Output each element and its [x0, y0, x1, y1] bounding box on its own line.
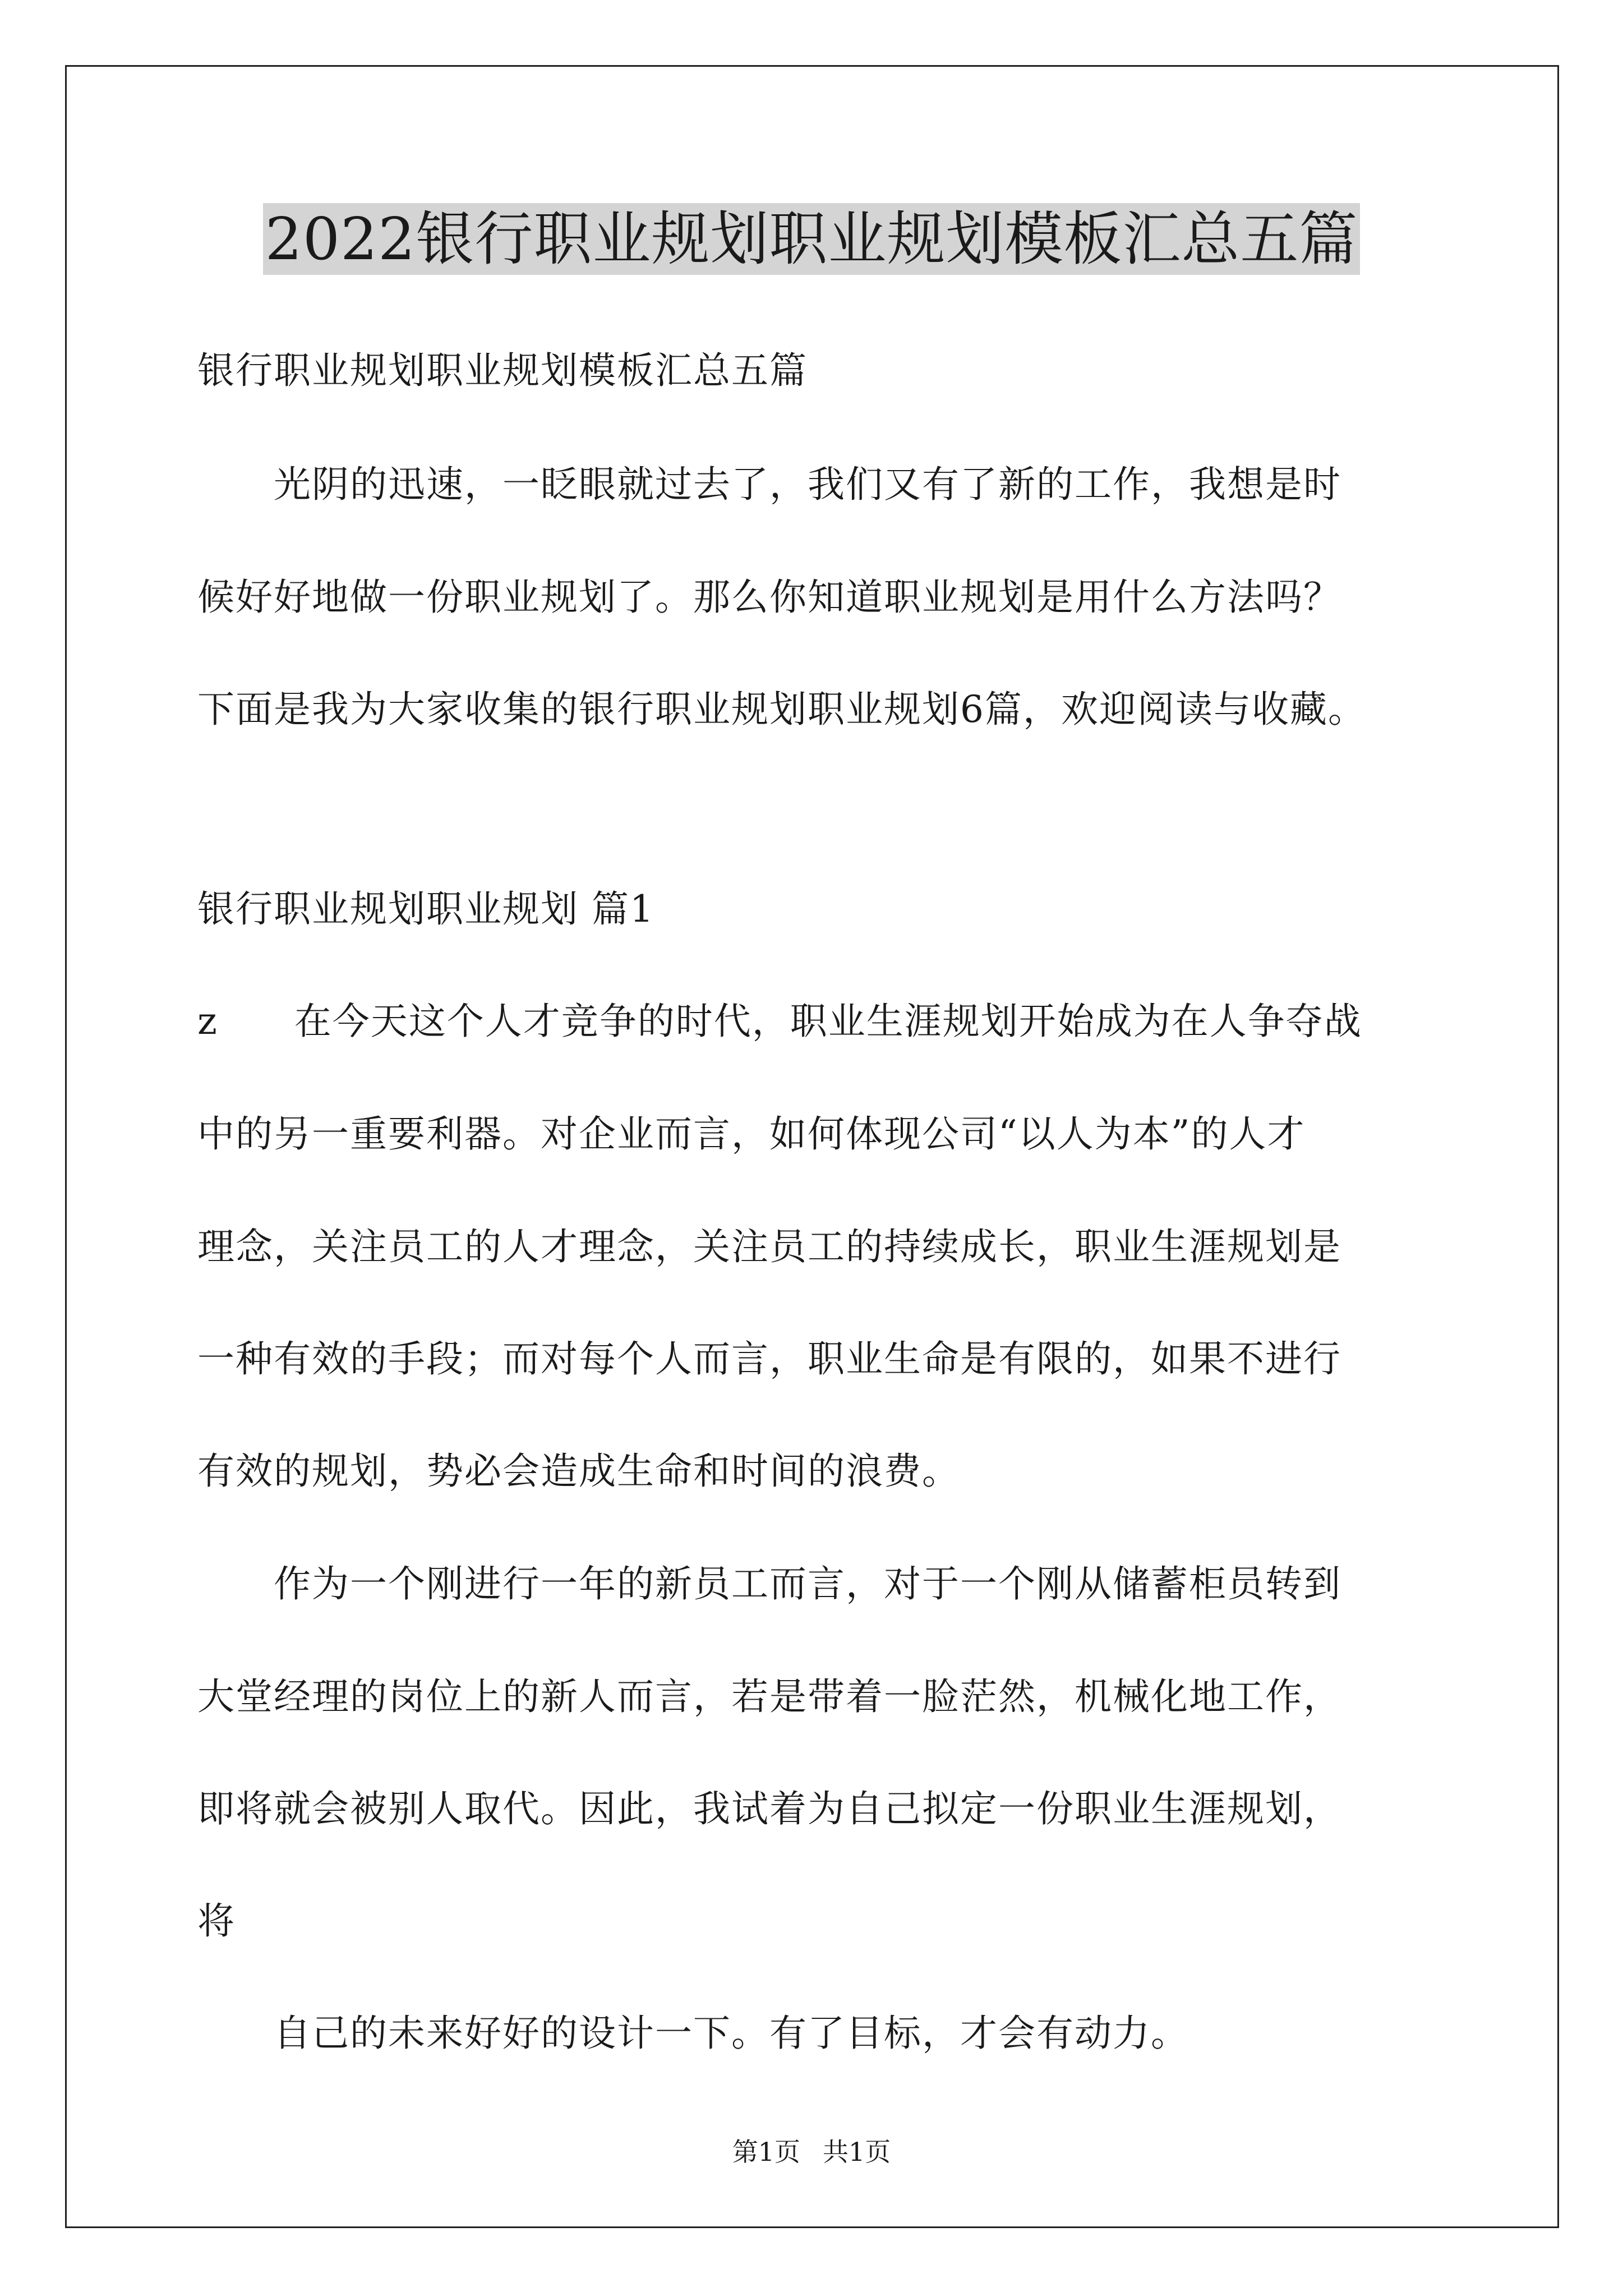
body-line: 作为一个刚进行一年的新员工而言，对于一个刚从储蓄柜员转到 — [197, 1562, 1341, 1605]
body-line: 即将就会被别人取代。因此，我试着为自己拟定一份职业生涯规划， — [197, 1787, 1341, 1830]
page-number: 第1页 — [732, 2137, 800, 2167]
body-line: 大堂经理的岗位上的新人而言，若是带着一脸茫然，机械化地工作， — [197, 1675, 1341, 1718]
body-line: 有效的规划，势必会造成生命和时间的浪费。 — [197, 1450, 960, 1493]
body-line: 候好好地做一份职业规划了。那么你知道职业规划是用什么方法吗？ — [197, 576, 1341, 619]
body-line: 中的另一重要利器。对企业而言，如何体现公司“以人为本”的人才 — [197, 1112, 1306, 1156]
body-line: 自己的未来好好的设计一下。有了目标，才会有动力。 — [197, 2012, 1189, 2055]
page-total: 共1页 — [823, 2137, 891, 2167]
body-line: z 在今天这个人才竞争的时代，职业生涯规划开始成为在人争夺战 — [197, 1000, 1362, 1043]
title-container — [0, 203, 1623, 275]
body-line: 银行职业规划职业规划模板汇总五篇 — [197, 349, 808, 392]
document-title: 2022银行职业规划职业规划模板汇总五篇 — [263, 203, 1361, 275]
page-footer — [0, 2135, 1623, 2169]
body-line: 将 — [197, 1899, 236, 1943]
body-line: 一种有效的手段；而对每个人而言，职业生命是有限的，如果不进行 — [197, 1337, 1341, 1381]
section-heading: 银行职业规划职业规划 篇1 — [197, 887, 654, 931]
body-line: 理念，关注员工的人才理念，关注员工的持续成长，职业生涯规划是 — [197, 1225, 1341, 1268]
body-line: 光阴的迅速，一眨眼就过去了，我们又有了新的工作，我想是时 — [197, 463, 1341, 506]
body-line: 下面是我为大家收集的银行职业规划职业规划6篇，欢迎阅读与收藏。 — [197, 688, 1366, 731]
